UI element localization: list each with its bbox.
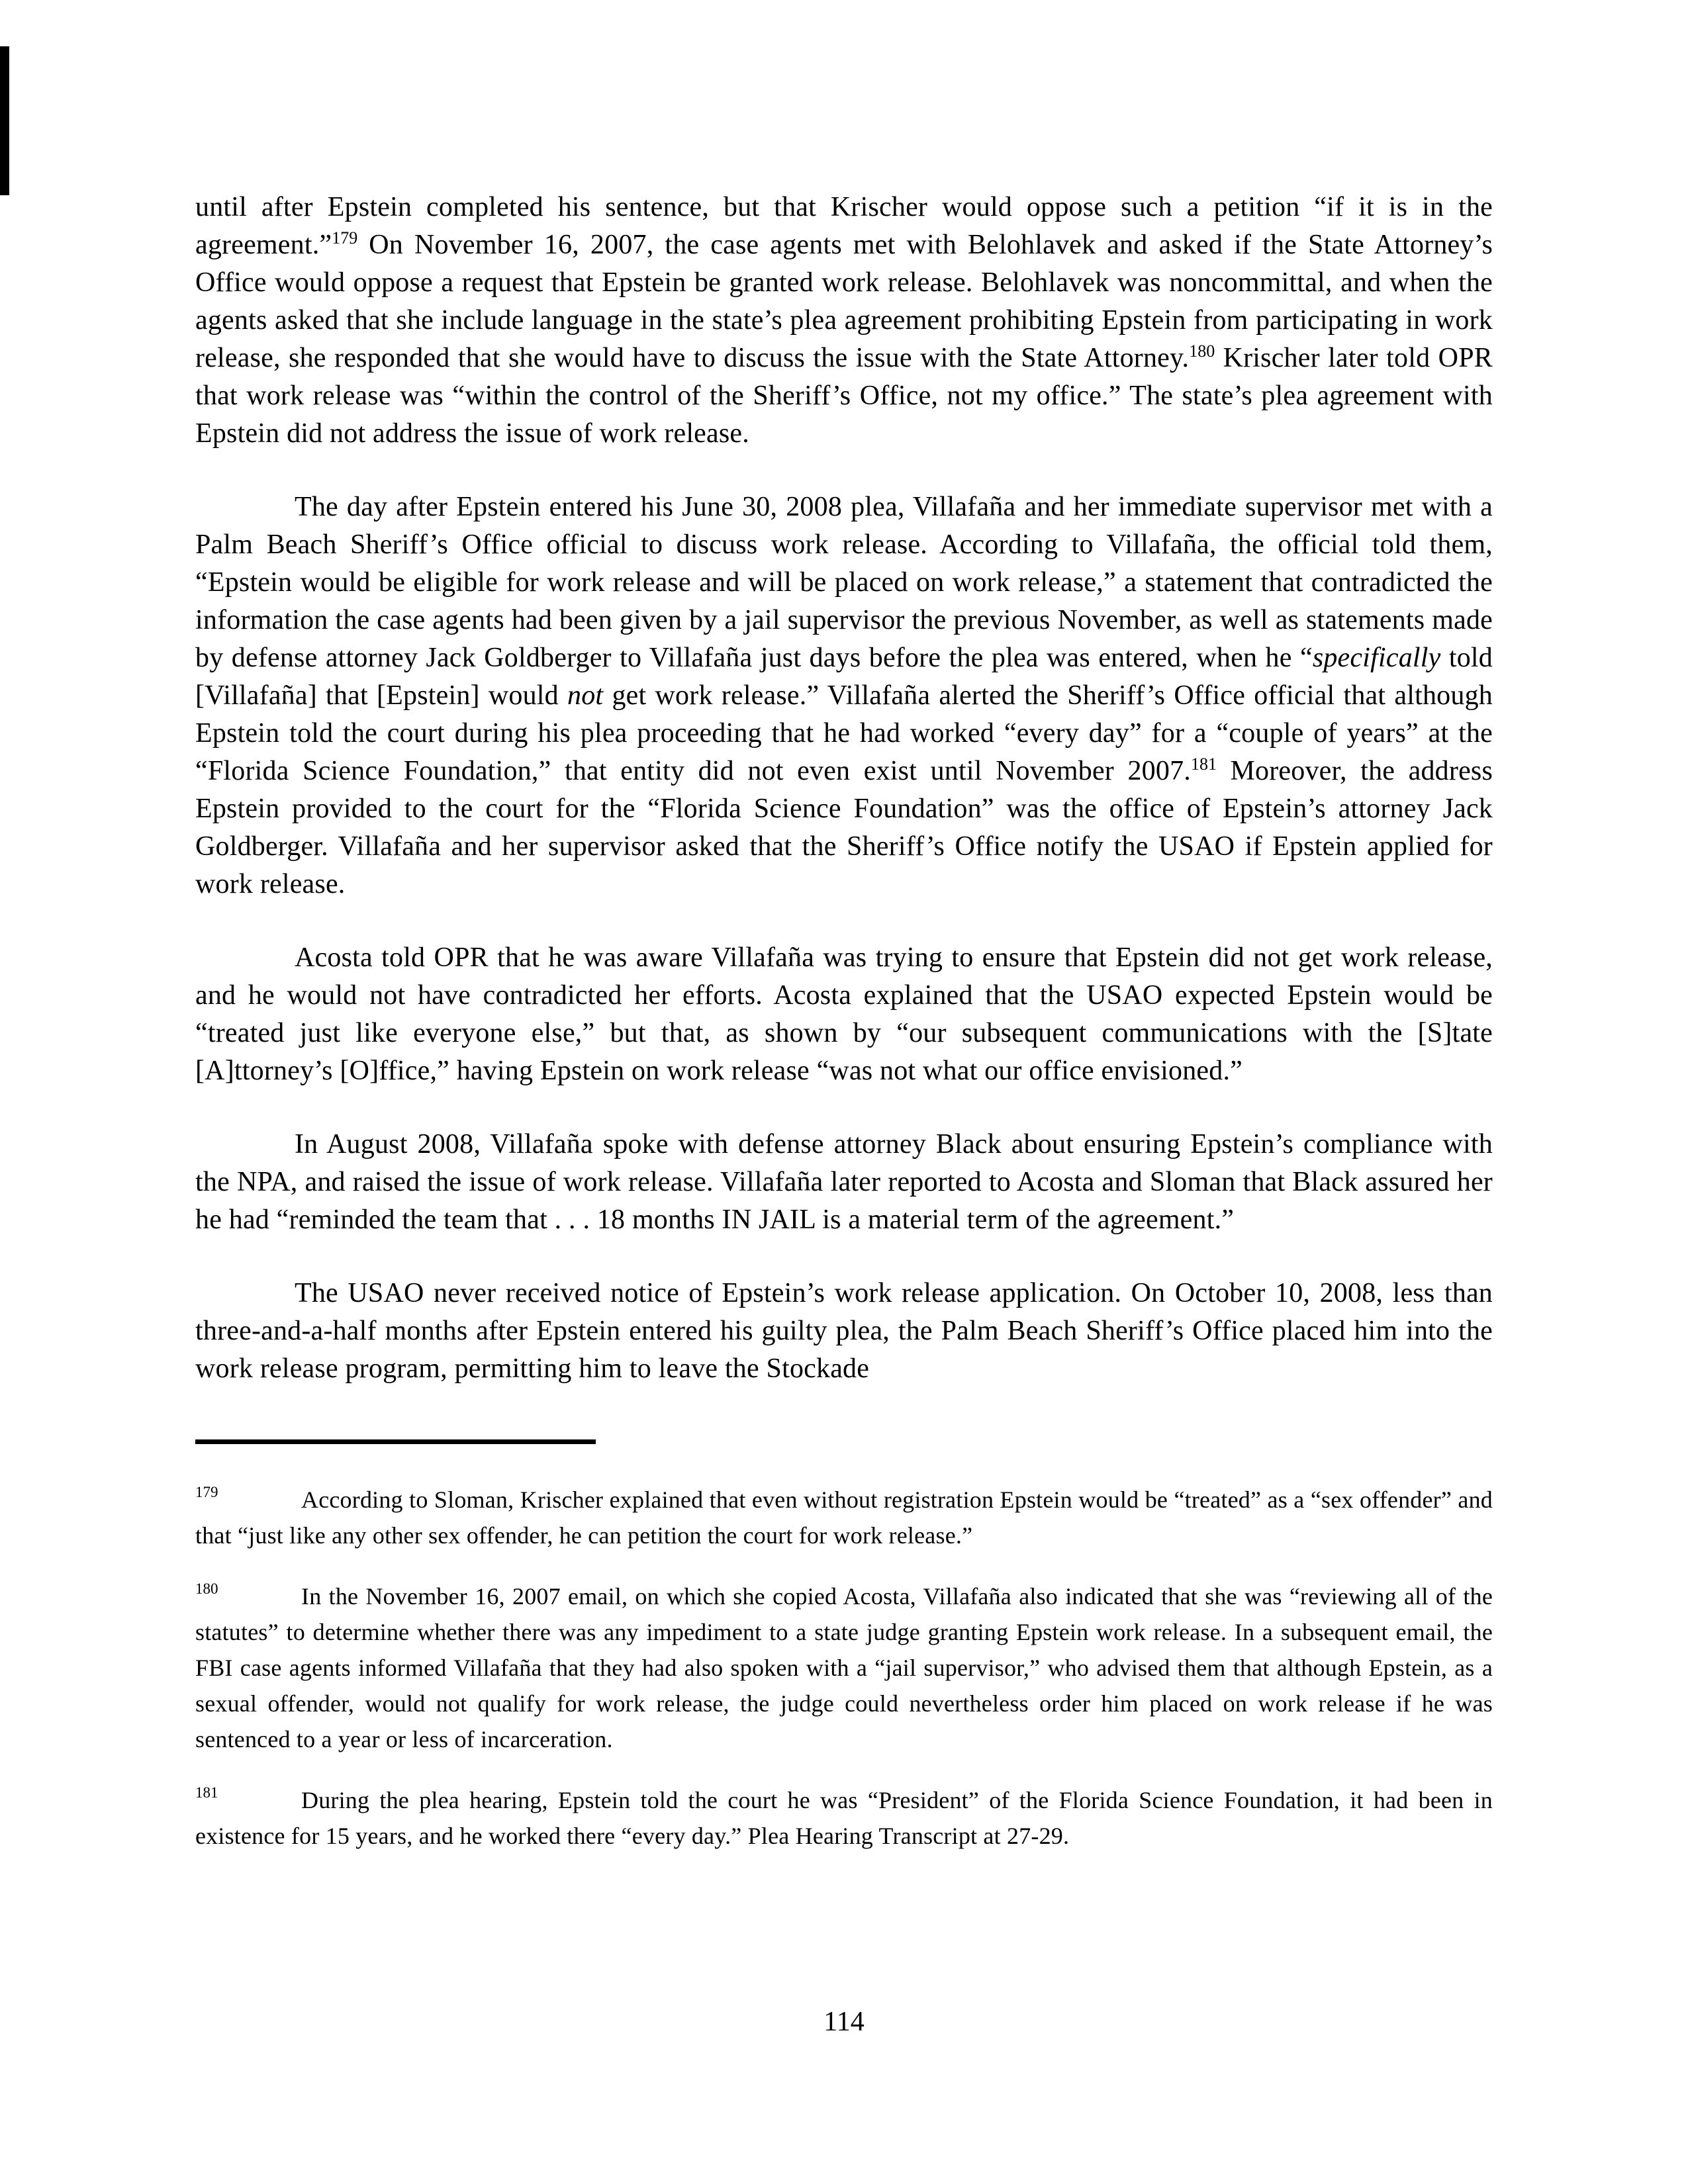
body-paragraph	[195, 189, 1493, 453]
footnote-ref: 180	[1189, 341, 1215, 361]
footnote	[195, 1475, 1493, 1553]
body-paragraph	[195, 1126, 1493, 1239]
text-run: The USAO never received notice of Epstein’s work release application. On October 10, 2008, less than three-and-a-half months after Epstein entered his guilty plea, the Palm Beach Sheriff’s Office placed him into the work release program, permitting him to leave the Stockade	[195, 1278, 1493, 1384]
text-run: until after Epstein completed his sentence, but that Krischer would oppose such a petition “if it is in the agreement.”	[195, 192, 1493, 260]
text-run: On November 16, 2007, the case agents met with Belohlavek and asked if the State Attorney’s Office would oppose a request that Epstein be granted work release. Belohlavek was noncommittal, and when the agents asked that she include language in the state’s plea agreement prohibiting Epstein from participating in work release, she responded that she would have to discuss the issue with the State Attorney.	[195, 230, 1493, 373]
footnote	[195, 1775, 1493, 1854]
body-paragraph	[195, 488, 1493, 903]
text-run: told [Villafaña] that [Epstein] would	[195, 643, 1493, 711]
text-run: get work release.” Villafaña alerted the Sheriff’s Office official that although Epstein told the court during his plea proceeding that he had worked “every day” for a “couple of years” at the “Florida Science Foundation,” that entity did not even exist until November 2007.	[195, 680, 1493, 786]
text-run: In August 2008, Villafaña spoke with defense attorney Black about ensuring Epstein’s compliance with the NPA, and raised the issue of work release. Villafaña later reported to Acosta and Sloman that Black assured her he had “reminded the team that . . . 18 months IN JAIL is a material term of the agreement.”	[195, 1129, 1493, 1235]
scan-artifact-bar	[0, 46, 9, 195]
footnote-number: 180	[195, 1580, 218, 1597]
text-run: Krischer later told OPR that work release was “within the control of the Sheriff’s Office, not my office.” The state’s plea agreement with Epstein did not address the issue of work release.	[195, 343, 1493, 449]
italic-text: specifically	[1312, 643, 1441, 673]
page-number: 114	[823, 2007, 865, 2037]
footnote-ref: 179	[332, 228, 358, 248]
text-run: Acosta told OPR that he was aware Villafaña was trying to ensure that Epstein did not get work release, and he would not have contradicted her efforts. Acosta explained that the USAO expected Epstein would be “treated just like everyone else,” but that, as shown by “our subsequent communications with the [S]tate [A]ttorney’s [O]ffice,” having Epstein on work release “was not what our office envisioned.”	[195, 942, 1493, 1086]
text-column	[195, 189, 1493, 1854]
footnote-text: In the November 16, 2007 email, on which she copied Acosta, Villafaña also indicated that she was “reviewing all of the statutes” to determine whether there was any impediment to a state judge granting Epstein work release. In a subsequent email, the FBI case agents informed Villafaña that they had also spoken with a “jail supervisor,” who advised them that although Epstein, as a sexual offender, would not qualify for work release, the judge could nevertheless order him placed on work release if he was sentenced to a year or less of incarceration.	[195, 1583, 1493, 1752]
italic-text: not	[567, 680, 604, 711]
footnote-section	[195, 1439, 1493, 1854]
footnote-number: 179	[195, 1484, 218, 1500]
footnote-number: 181	[195, 1784, 218, 1801]
footnote-ref: 181	[1190, 754, 1217, 774]
footnote-text: According to Sloman, Krischer explained that even without registration Epstein would be “treated” as a “sex offender” and that “just like any other sex offender, he can petition the court for work release.”	[195, 1486, 1493, 1549]
footnote-separator	[195, 1439, 596, 1444]
body-paragraph	[195, 939, 1493, 1090]
footnote	[195, 1571, 1493, 1757]
body-text	[195, 189, 1493, 1388]
footnote-list	[195, 1475, 1493, 1854]
footnote-text: During the plea hearing, Epstein told the court he was “President” of the Florida Science Foundation, it had been in existence for 15 years, and he worked there “every day.” Plea Hearing Transcript at 27-29.	[195, 1787, 1493, 1849]
text-run: The day after Epstein entered his June 30, 2008 plea, Villafaña and her immediate supervisor met with a Palm Beach Sheriff’s Office official to discuss work release. According to Villafaña, the official told them, “Epstein would be eligible for work release and will be placed on work release,” a statement that contradicted the information the case agents had been given by a jail supervisor the previous November, as well as statements made by defense attorney Jack Goldberger to Villafaña just days before the plea was entered, when he “	[195, 492, 1493, 673]
body-paragraph	[195, 1275, 1493, 1388]
text-run: Moreover, the address Epstein provided to the court for the “Florida Science Foundation” was the office of Epstein’s attorney Jack Goldberger. Villafaña and her supervisor asked that the Sheriff’s Office notify the USAO if Epstein applied for work release.	[195, 756, 1493, 899]
